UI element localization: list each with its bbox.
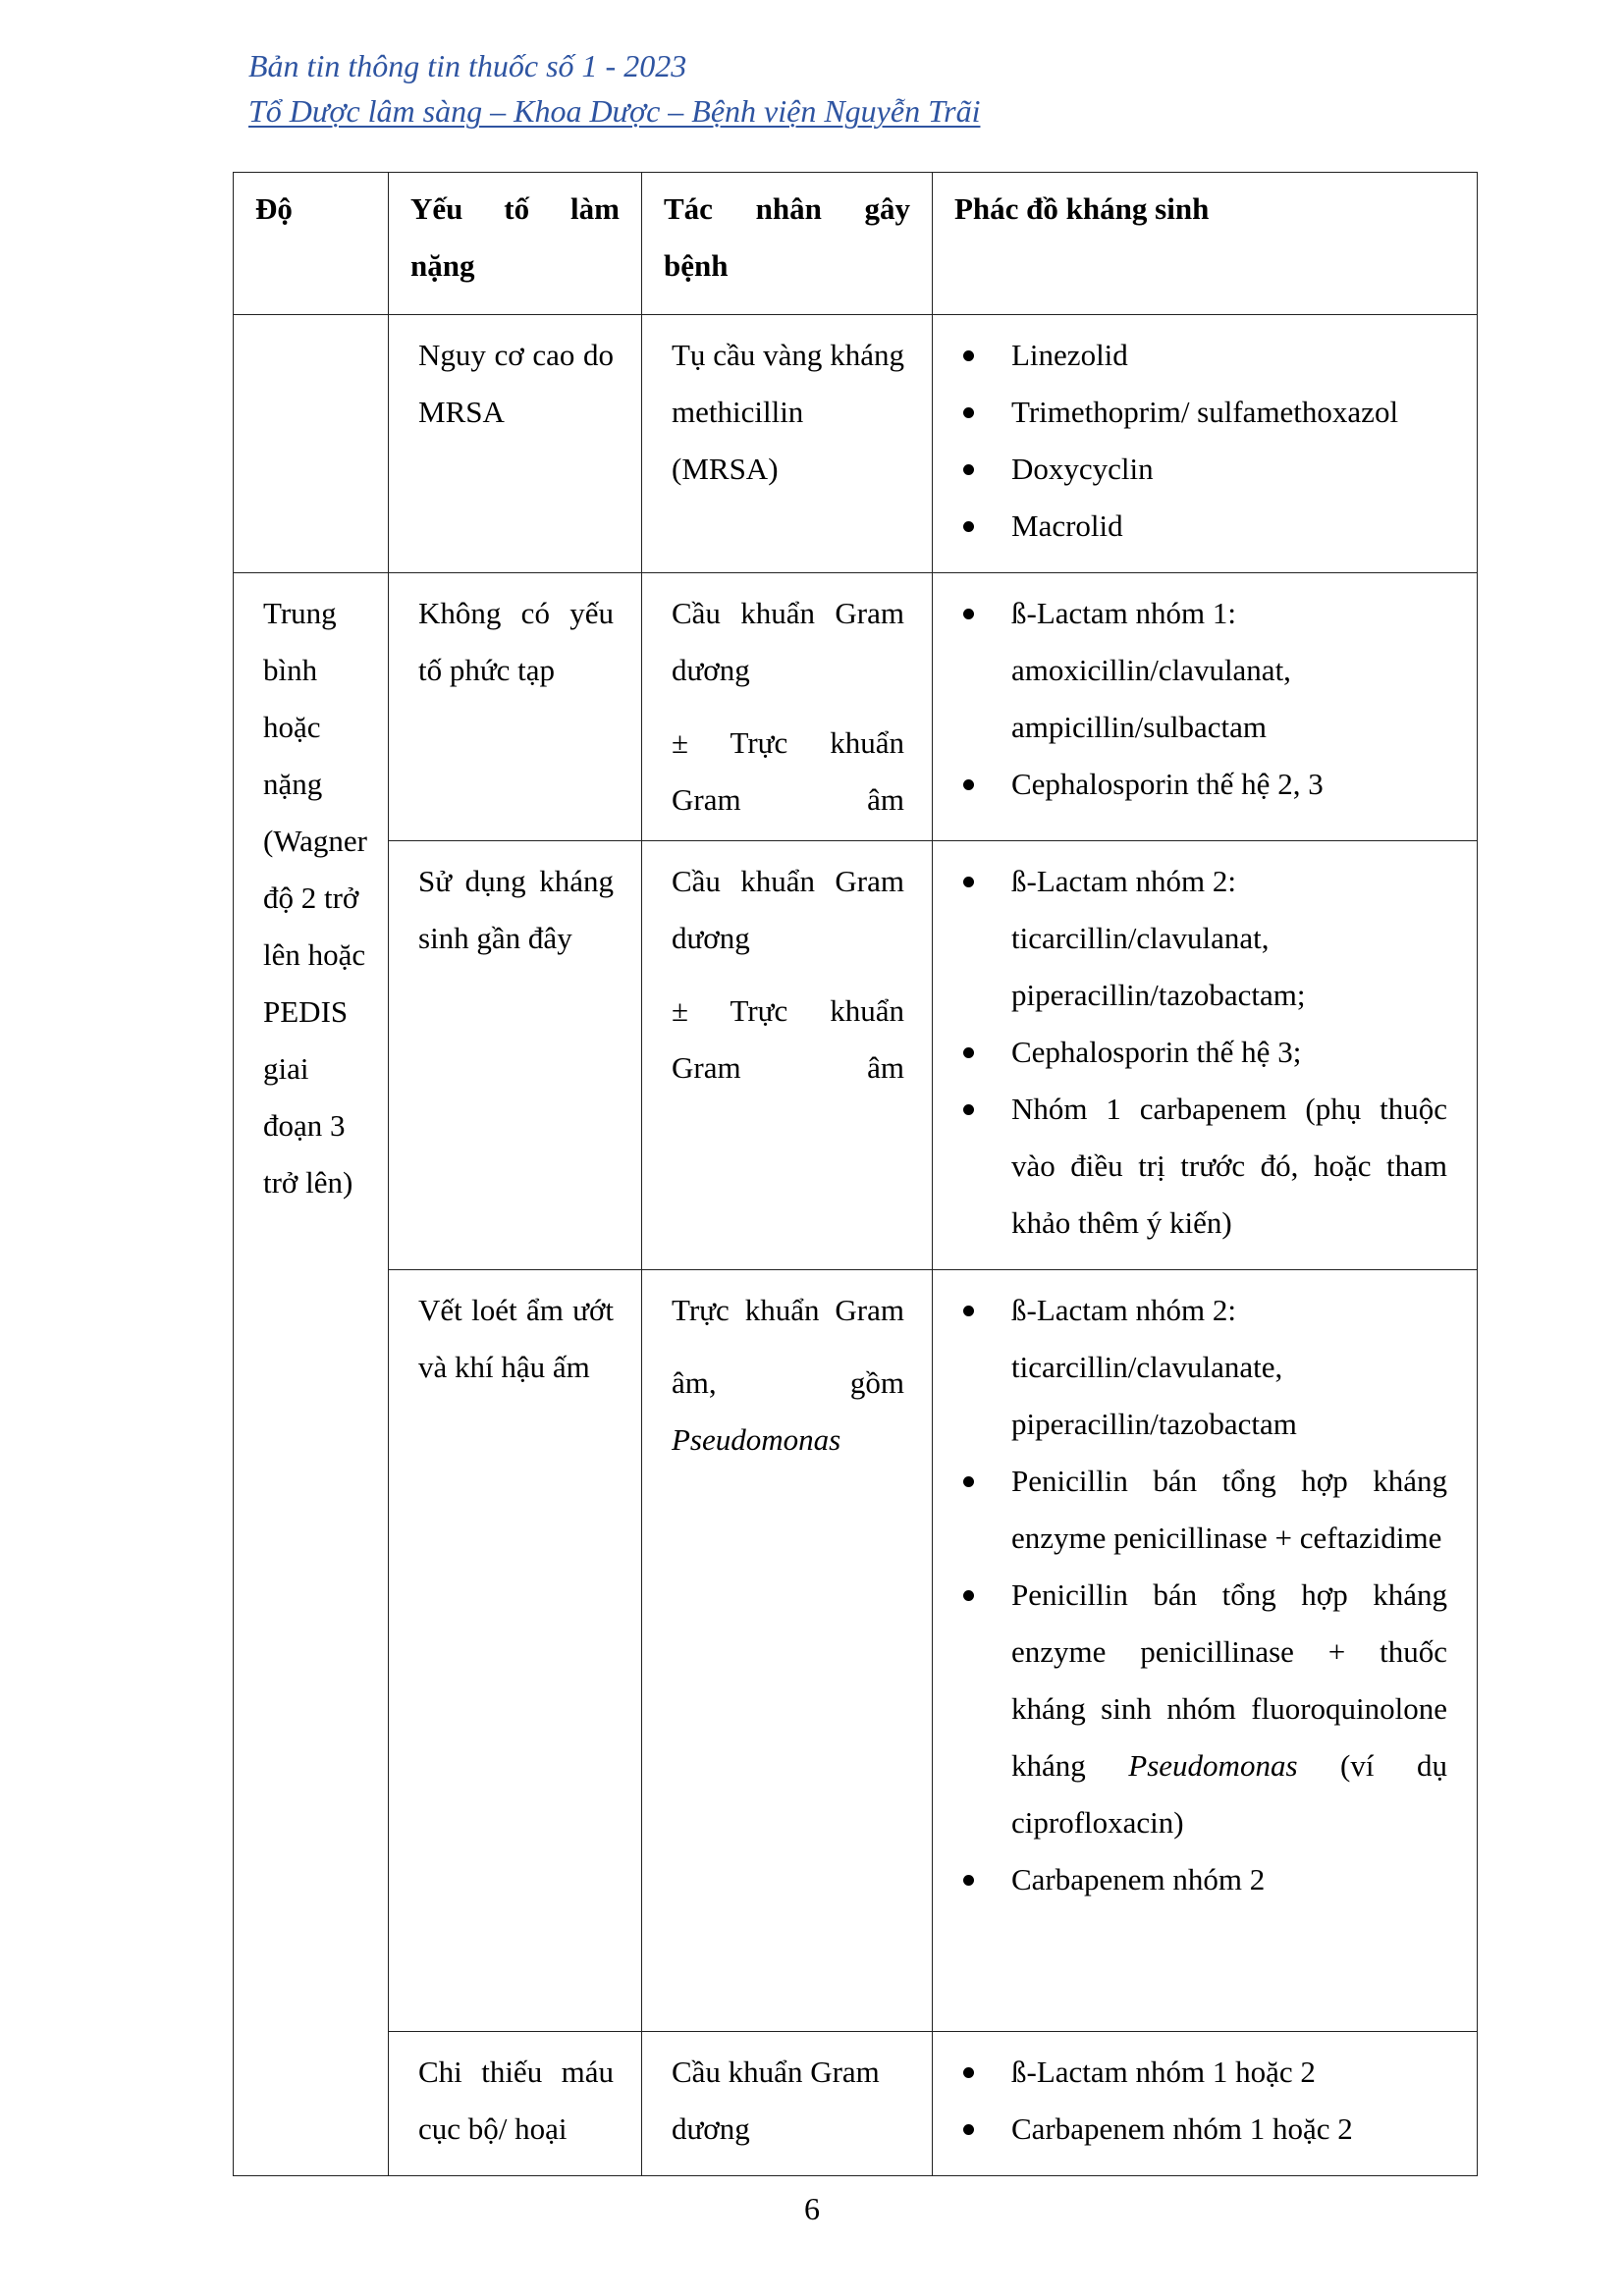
- risk-factor-cell: Sử dụng kháng sinh gần đây: [389, 841, 642, 1270]
- regimen-item: Trimethoprim/ sulfamethoxazol: [1011, 384, 1447, 441]
- pathogen-cell: Tụ cầu vàng kháng methicillin (MRSA): [642, 315, 933, 573]
- col-header-regimen: Phác đồ kháng sinh: [933, 173, 1478, 315]
- department-line: Tổ Dược lâm sàng – Khoa Dược – Bệnh viện Nguyễn Trãi: [248, 93, 981, 129]
- risk-factor-cell: Vết loét ẩm ướt và khí hậu ấm: [389, 1270, 642, 2032]
- regimen-item: Carbapenem nhóm 2: [1011, 1851, 1447, 1908]
- severity-cell: Trung bình hoặc nặng (Wagner độ 2 trở lên hoặc PEDIS giai đoạn 3 trở lên): [234, 573, 389, 2176]
- pathogen-cell: Trực khuẩn Gram âm, gồm Pseudomonas: [642, 1270, 933, 2032]
- document-header: [248, 43, 980, 133]
- regimen-cell: [933, 841, 1478, 1270]
- regimen-item: Nhóm 1 carbapenem (phụ thuộc vào điều trị trước đó, hoặc tham khảo thêm ý kiến): [1011, 1081, 1447, 1252]
- regimen-cell: [933, 1270, 1478, 2032]
- severity-cell-empty: [234, 315, 389, 573]
- col-header-pathogen: Tác nhân gây bệnh: [642, 173, 933, 315]
- risk-factor-cell: Không có yếu tố phức tạp: [389, 573, 642, 841]
- regimen-item: ß-Lactam nhóm 2: ticarcillin/clavulanat, piperacillin/tazobactam;: [1011, 853, 1447, 1024]
- regimen-item: Cephalosporin thế hệ 3;: [1011, 1024, 1447, 1081]
- pathogen-cell: Cầu khuẩn Gram dương ± Trực khuẩn Gram âm: [642, 573, 933, 841]
- risk-factor-cell: Chi thiếu máu cục bộ/ hoại: [389, 2032, 642, 2176]
- regimen-item: ß-Lactam nhóm 1 hoặc 2: [1011, 2044, 1447, 2101]
- regimen-cell: [933, 315, 1478, 573]
- table-row: [234, 573, 1478, 841]
- page-number: 6: [804, 2191, 820, 2226]
- bulletin-title: Bản tin thông tin thuốc số 1 - 2023: [248, 48, 687, 83]
- table-row: [234, 315, 1478, 573]
- col-header-severity: Độ: [234, 173, 389, 315]
- regimen-item: ß-Lactam nhóm 1: amoxicillin/clavulanat, ampicillin/sulbactam: [1011, 585, 1447, 756]
- regimen-item: Carbapenem nhóm 1 hoặc 2: [1011, 2101, 1447, 2158]
- regimen-item: Penicillin bán tổng hợp kháng enzyme penicillinase + thuốc kháng sinh nhóm fluoroquinolone kháng Pseudomonas (ví dụ ciprofloxacin): [1011, 1567, 1447, 1851]
- table-row: [234, 2032, 1478, 2176]
- risk-factor-cell: Nguy cơ cao do MRSA: [389, 315, 642, 573]
- regimen-item: Penicillin bán tổng hợp kháng enzyme penicillinase + ceftazidime: [1011, 1453, 1447, 1567]
- table-row: [234, 841, 1478, 1270]
- regimen-item: Macrolid: [1011, 498, 1447, 555]
- pathogen-cell: Cầu khuẩn Gram dương ± Trực khuẩn Gram âm: [642, 841, 933, 1270]
- pathogen-cell: Cầu khuẩn Gram dương: [642, 2032, 933, 2176]
- regimen-item: Linezolid: [1011, 327, 1447, 384]
- regimen-item: Doxycyclin: [1011, 441, 1447, 498]
- antibiotic-regimen-table: [233, 172, 1478, 2176]
- regimen-cell: [933, 573, 1478, 841]
- regimen-item: Cephalosporin thế hệ 2, 3: [1011, 756, 1447, 813]
- regimen-item: ß-Lactam nhóm 2: ticarcillin/clavulanate, piperacillin/tazobactam: [1011, 1282, 1447, 1453]
- table-header-row: [234, 173, 1478, 315]
- pseudomonas-label: Pseudomonas: [672, 1422, 841, 1457]
- col-header-risk-factor: Yếu tố làm nặng: [389, 173, 642, 315]
- regimen-cell: [933, 2032, 1478, 2176]
- table-row: [234, 1270, 1478, 2032]
